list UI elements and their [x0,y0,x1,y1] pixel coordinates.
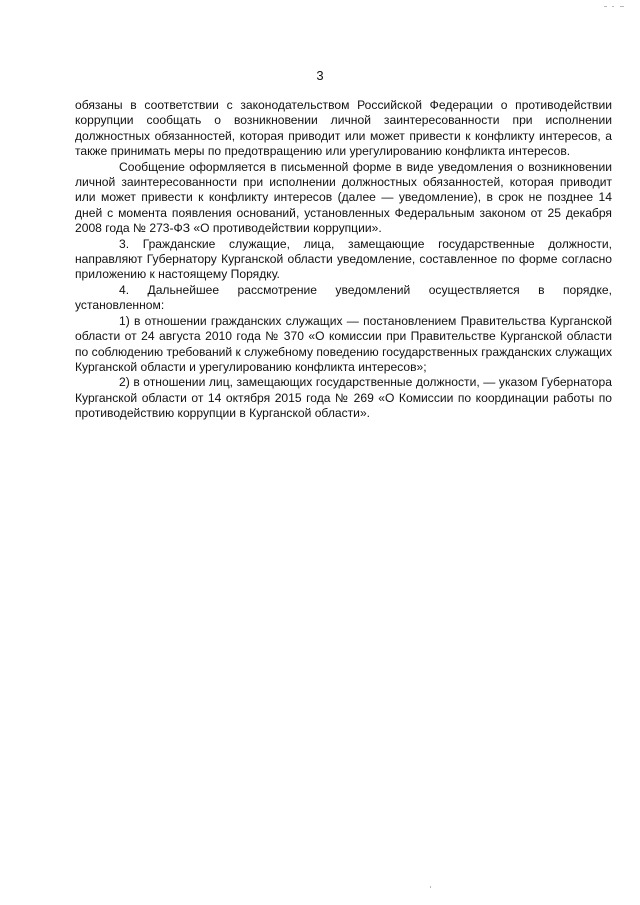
page-number: 3 [316,68,324,83]
scan-speck [612,6,614,7]
scan-speck [430,886,431,888]
paragraph-item-3: 3. Гражданские служащие, лица, замещающие государственные должности, направляют Губернатору Курганской области уведомление, составленное по форме согласно приложению к настоящему Порядку. [75,236,612,282]
paragraph-item-4: 4. Дальнейшее рассмотрение уведомлений осуществляется в порядке, установленном: [75,282,612,313]
paragraph-subitem-1: 1) в отношении гражданских служащих — постановлением Правительства Курганской области от 24 августа 2010 года № 370 «О комиссии при Правительстве Курганской области по соблюдению требований к служебному поведению государственных гражданских служащих Курганской области и урегулированию конфликта интересов»; [75,313,612,374]
paragraph-notification-form: Сообщение оформляется в письменной форме в виде уведомления о возникновении личной заинтересованности при исполнении должностных обязанностей, которая приводит или может привести к конфликту интересов (далее — уведомление), в срок не позднее 14 дней с момента появления оснований, установленных Федеральным законом от 25 декабря 2008 года № 273-ФЗ «О противодействии коррупции». [75,159,612,236]
scan-speck [604,6,607,7]
scan-speck [620,6,624,7]
paragraph-subitem-2: 2) в отношении лиц, замещающих государственные должности, — указом Губернатора Курганской области от 14 октября 2015 года № 269 «О Комиссии по координации работы по противодействию коррупции в Курганской области». [75,375,612,421]
paragraph-obligation-continuation: обязаны в соответствии с законодательством Российской Федерации о противодействии коррупции сообщать о возникновении личной заинтересованности при исполнении должностных обязанностей, которая приводит или может привести к конфликту интересов, а также принимать меры по предотвращению или урегулированию конфликта интересов. [75,98,612,159]
document-body [75,98,612,422]
